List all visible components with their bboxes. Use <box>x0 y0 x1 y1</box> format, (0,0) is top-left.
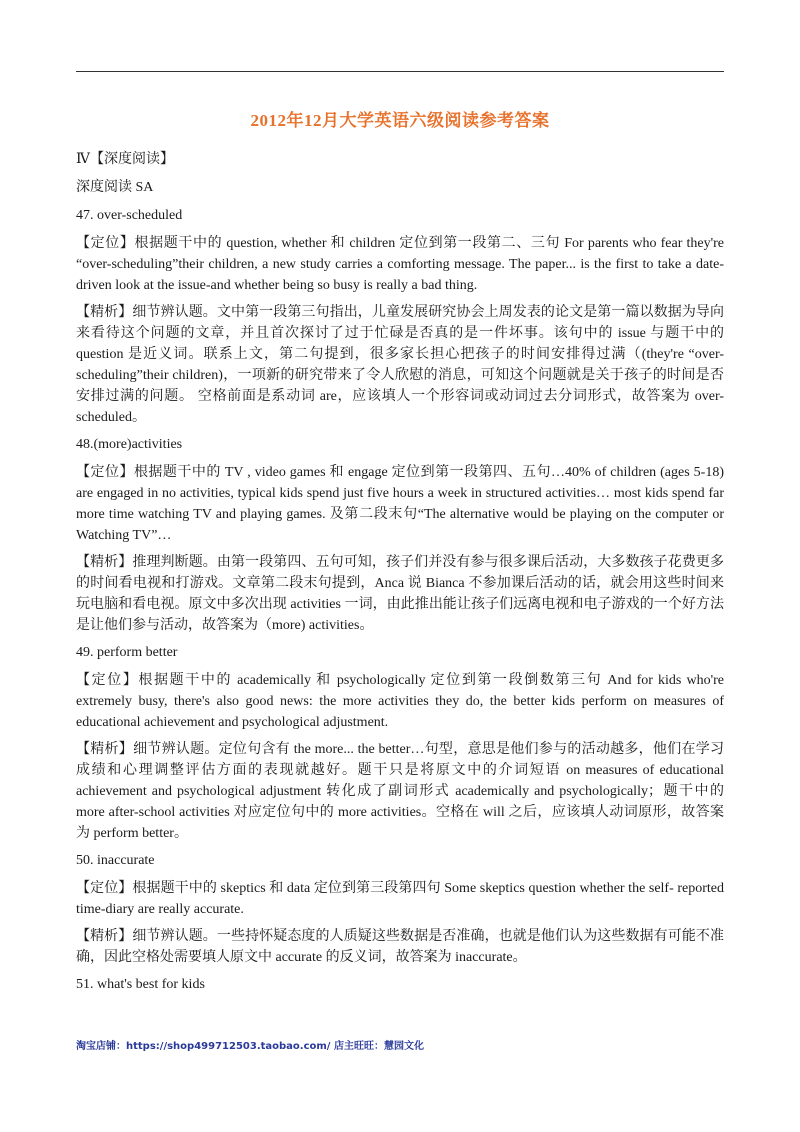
locate-paragraph: 【定位】根据题干中的 question, whether 和 children 定位到第一段第二、三句 For parents who fear they're “over-scheduling”their children, a new study carries a comforting message. The paper... is the first to take a date-driven look at the issue-and whether being so busy is really a bad thing. <box>76 236 724 293</box>
answer-heading: 49. perform better <box>76 645 178 660</box>
subsection-heading: 深度阅读 SA <box>76 180 154 195</box>
analysis-paragraph: 【精析】细节辨认题。一些持怀疑态度的人质疑这些数据是否准确，也就是他们认为这些数据有可能不准确，因此空格处需要填人原文中 accurate 的反义词，故答案为 inaccurate。 <box>76 929 724 965</box>
answer-heading: 48.(more)activities <box>76 437 183 452</box>
analysis-paragraph: 【精析】细节辨认题。定位句含有 the more... the better…句型，意思是他们参与的活动越多，他们在学习成绩和心理调整评估方面的表现就越好。题干只是将原文中的介词短语 on measures of educational achievement and psychological adjustment 转化成了副词形式 academically and psychologically；题干中的 more after-school activities 对应定位句中的 more activities。空格在 will 之后，应该填人动词原形，故答案为 perform better。 <box>76 742 724 841</box>
analysis-paragraph: 【精析】细节辨认题。文中第一段第三句指出，儿童发展研究协会上周发表的论文是第一篇以数据为导向来看待这个问题的文章，并且首次探讨了过于忙碌是否真的是一件坏事。该句中的 issue 与题干中的 question 是近义词。联系上文，第二句提到，很多家长担心把孩子的时间安排得过满（(they're “over-scheduling”their children)，一项新的研究带来了令人欣慰的消息，可知这个问题就是关于孩子的时间是否安排过满的问题。 空格前面是系动词 are，应该填人一个形容词或动词过去分词形式，故答案为 over-scheduled。 <box>76 305 724 425</box>
page-title: 2012年12月大学英语六级阅读参考答案 <box>250 111 550 130</box>
answer-heading: 47. over-scheduled <box>76 208 183 223</box>
locate-paragraph: 【定位】根据题干中的 TV , video games 和 engage 定位到第一段第四、五句…40% of children (ages 5-18) are engaged in no activities, typical kids spend just five hours a week in structured activities… most kids spend far more time watching TV and playing games. 及第二段末句“The alternative would be playing on the computer or Watching TV”… <box>76 465 724 543</box>
locate-paragraph: 【定位】根据题干中的 skeptics 和 data 定位到第三段第四句 Some skeptics question whether the self- reported time-diary are really accurate. <box>76 881 724 917</box>
answer-heading: 51. what's best for kids <box>76 977 205 992</box>
analysis-paragraph: 【精析】推理判断题。由第一段第四、五句可知，孩子们并没有参与很多课后活动，大多数孩子花费更多的时间看电视和打游戏。文章第二段末句提到，Anca 说 Bianca 不参加课后活动的话，就会用这些时间来玩电脑和看电视。原文中多次出现 activities 一词，由此推出能让孩子们远离电视和电子游戏的一个好方法是让他们参与活动，故答案为（more) activities。 <box>76 555 724 633</box>
footer-shop-info: 淘宝店铺：https://shop499712503.taobao.com/ 店主旺旺：慧园文化 <box>76 1041 424 1052</box>
answer-heading: 50. inaccurate <box>76 853 155 868</box>
section-heading: Ⅳ【深度阅读】 <box>76 152 174 167</box>
header-rule <box>76 71 724 72</box>
document-body <box>76 149 724 1002</box>
locate-paragraph: 【定位】根据题干中的 academically 和 psychologically 定位到第一段倒数第三句 And for kids who're extremely busy, there's also good news: the more activities they do, the better kids perform on measures of educational achievement and psychological adjustment. <box>76 673 724 730</box>
